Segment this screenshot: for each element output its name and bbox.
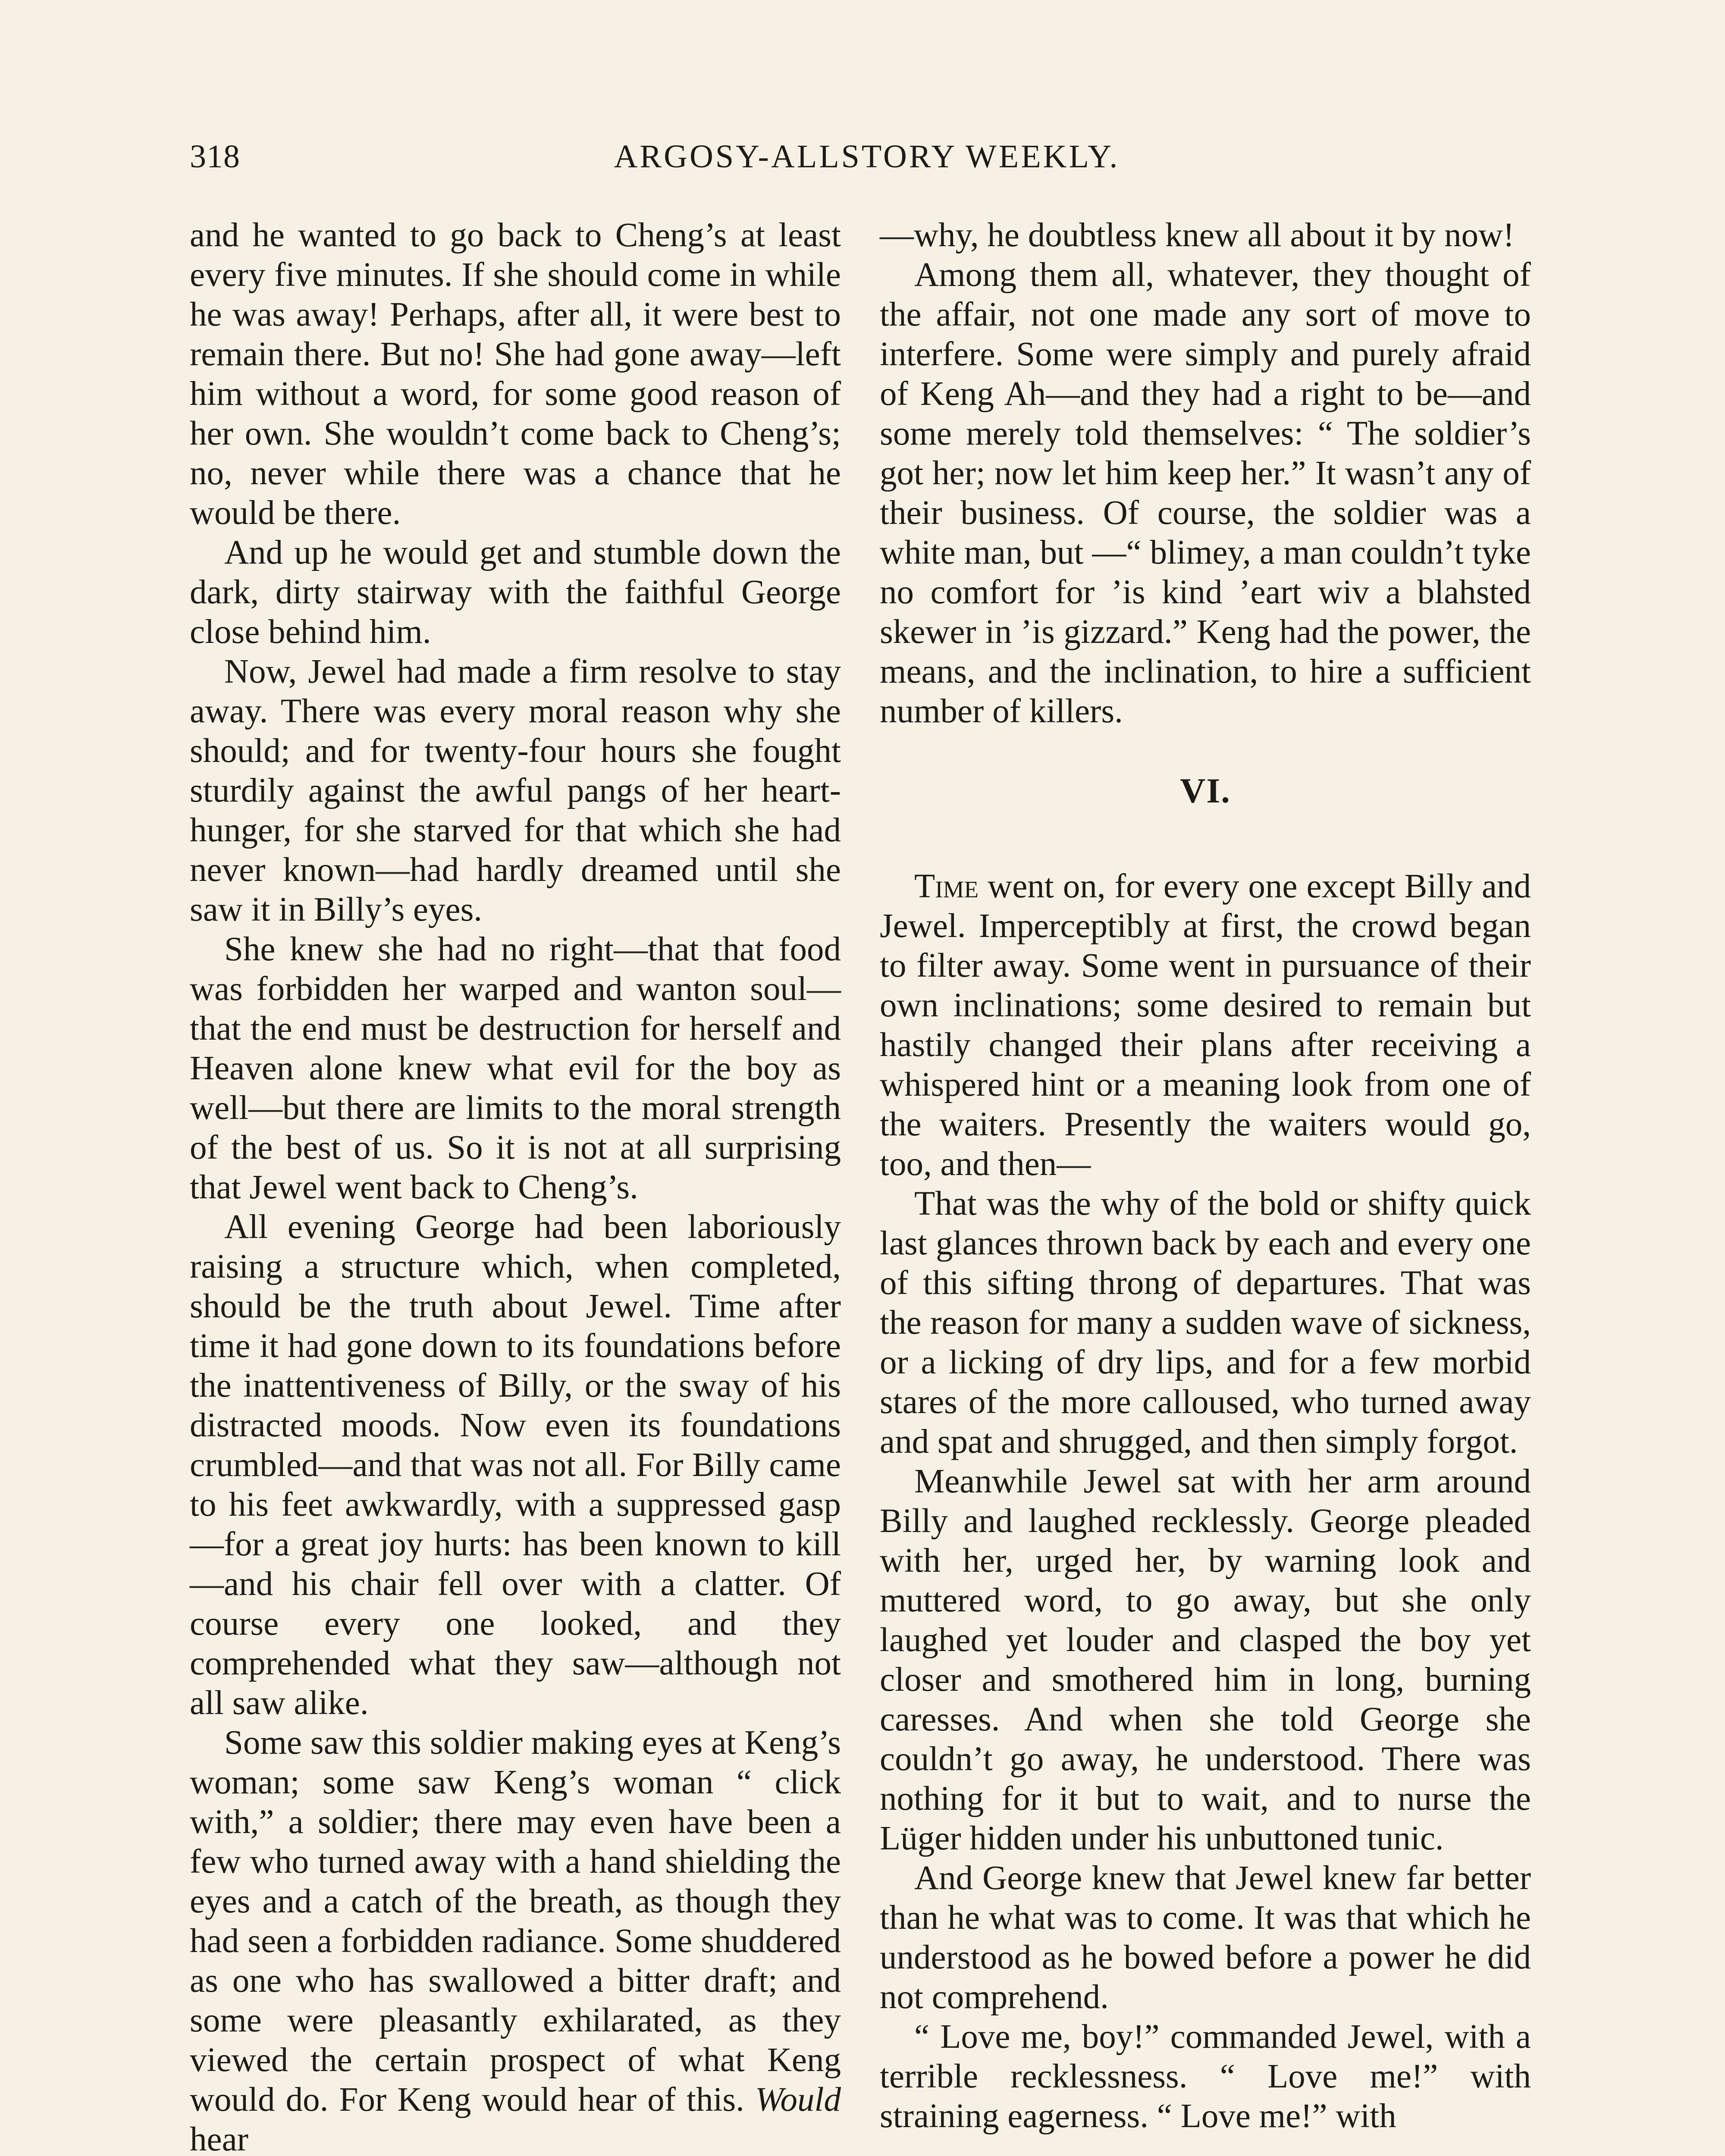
paragraph-text: Some saw this soldier making eyes at Keng’s woman; some saw Keng’s woman “ click with,” a soldier; there may even have been a few who turned away with a hand shielding the eyes and a catch of the breath, as though they had seen a forbidden radiance. Some shuddered as one who has swallowed a bitter draft; and some were pleasantly exhilarated, as they viewed the certain prospect of what Keng would do. For Keng would hear of this. xyxy=(190,1724,841,2118)
paragraph: That was the why of the bold or shifty quick last glances thrown back by each and every one of this sifting throng of departures. That was the reason for many a sudden wave of sickness, or a licking of dry lips, and for a few morbid stares of the more calloused, who turned away and spat and shrugged, and then simply forgot. xyxy=(880,1185,1531,1460)
smallcaps-opening-word: Time xyxy=(914,868,979,905)
paragraph-text: went on, for every one except Billy and Jewel. Imperceptibly at first, the crowd began to filter away. Some went in pursuance of their own inclinations; some desired to remain but hastily changed their plans after receiving a whispered hint or a meaning look from one of the waiters. Presently the waiters would go, too, and then— xyxy=(880,868,1531,1183)
paragraph: “ Love me, boy!” commanded Jewel, with a terrible recklessness. “ Love me!” with straining eagerness. “ Love me!” with xyxy=(880,2018,1531,2135)
paragraph: Meanwhile Jewel sat with her arm around Billy and laughed recklessly. George pleaded with her, urged her, by warning look and muttered word, to go away, but she only laughed yet louder and clasped the boy yet closer and smothered him in long, burning caresses. And when she told George she couldn’t go away, he understood. There was nothing for it but to wait, and to nurse the Lüger hidden under his unbuttoned tunic. xyxy=(880,1463,1531,1857)
paragraph: Among them all, whatever, they thought of the affair, not one made any sort of move to interfere. Some were simply and purely afraid of Keng Ah—and they had a right to be—and some merely told themselves: “ The soldier’s got her; now let him keep her.” It wasn’t any of their business. Of course, the soldier was a white man, but —“ blimey, a man couldn’t tyke no comfort for ’is kind ’eart wiv a blahsted skewer in ’is gizzard.” Keng had the power, the means, and the inclination, to hire a sufficient number of killers. xyxy=(880,256,1531,730)
paragraph: and he wanted to go back to Cheng’s at least every five minutes. If she should come in while he was away! Perhaps, after all, it were best to remain there. But no! She had gone away—left him without a word, for some good reason of her own. She wouldn’t come back to Cheng’s; no, never while there was a chance that he would be there. xyxy=(190,216,841,532)
page-header xyxy=(190,138,1544,190)
page-number: 318 xyxy=(190,138,240,175)
section-first-paragraph xyxy=(880,867,1531,1184)
paragraph: All evening George had been laboriously raising a structure which, when completed, should be the truth about Jewel. Time after time it had gone down to its foundations before the inattentiveness of Billy, or the sway of his distracted moods. Now even its foundations crumbled—and that was not all. For Billy came to his feet awkwardly, with a suppressed gasp—for a great joy hurts: has been known to kill—and his chair fell over with a clatter. Of course every one looked, and they comprehended what they saw—although not all saw alike. xyxy=(190,1208,841,1722)
paragraph: She knew she had no right—that that food was forbidden her warped and wanton soul—that the end must be destruction for herself and Heaven alone knew what evil for the boy as well—but there are limits to the moral strength of the best of us. So it is not at all surprising that Jewel went back to Cheng’s. xyxy=(190,931,841,1206)
paragraph: —why, he doubtless knew all about it by now! xyxy=(880,216,1515,254)
paragraph-tail: hear xyxy=(190,2121,248,2156)
section-heading: VI. xyxy=(1180,771,1231,810)
italic-word: Would xyxy=(755,2081,841,2118)
paragraph-last xyxy=(190,1723,841,2156)
running-title: ARGOSY-ALLSTORY WEEKLY. xyxy=(614,138,1120,175)
paragraph: Now, Jewel had made a firm resolve to stay away. There was every moral reason why she should; and for twenty-four hours she fought sturdily against the awful pangs of her heart-hunger, for she starved for that which she had never known—had hardly dreamed until she saw it in Billy’s eyes. xyxy=(190,653,841,928)
paragraph: And up he would get and stumble down the dark, dirty stairway with the faithful George close behind him. xyxy=(190,534,841,651)
left-column xyxy=(190,216,841,2156)
right-column xyxy=(880,216,1531,2136)
paragraph: And George knew that Jewel knew far better than he what was to come. It was that which he understood as he bowed before a power he did not comprehend. xyxy=(880,1859,1531,2016)
